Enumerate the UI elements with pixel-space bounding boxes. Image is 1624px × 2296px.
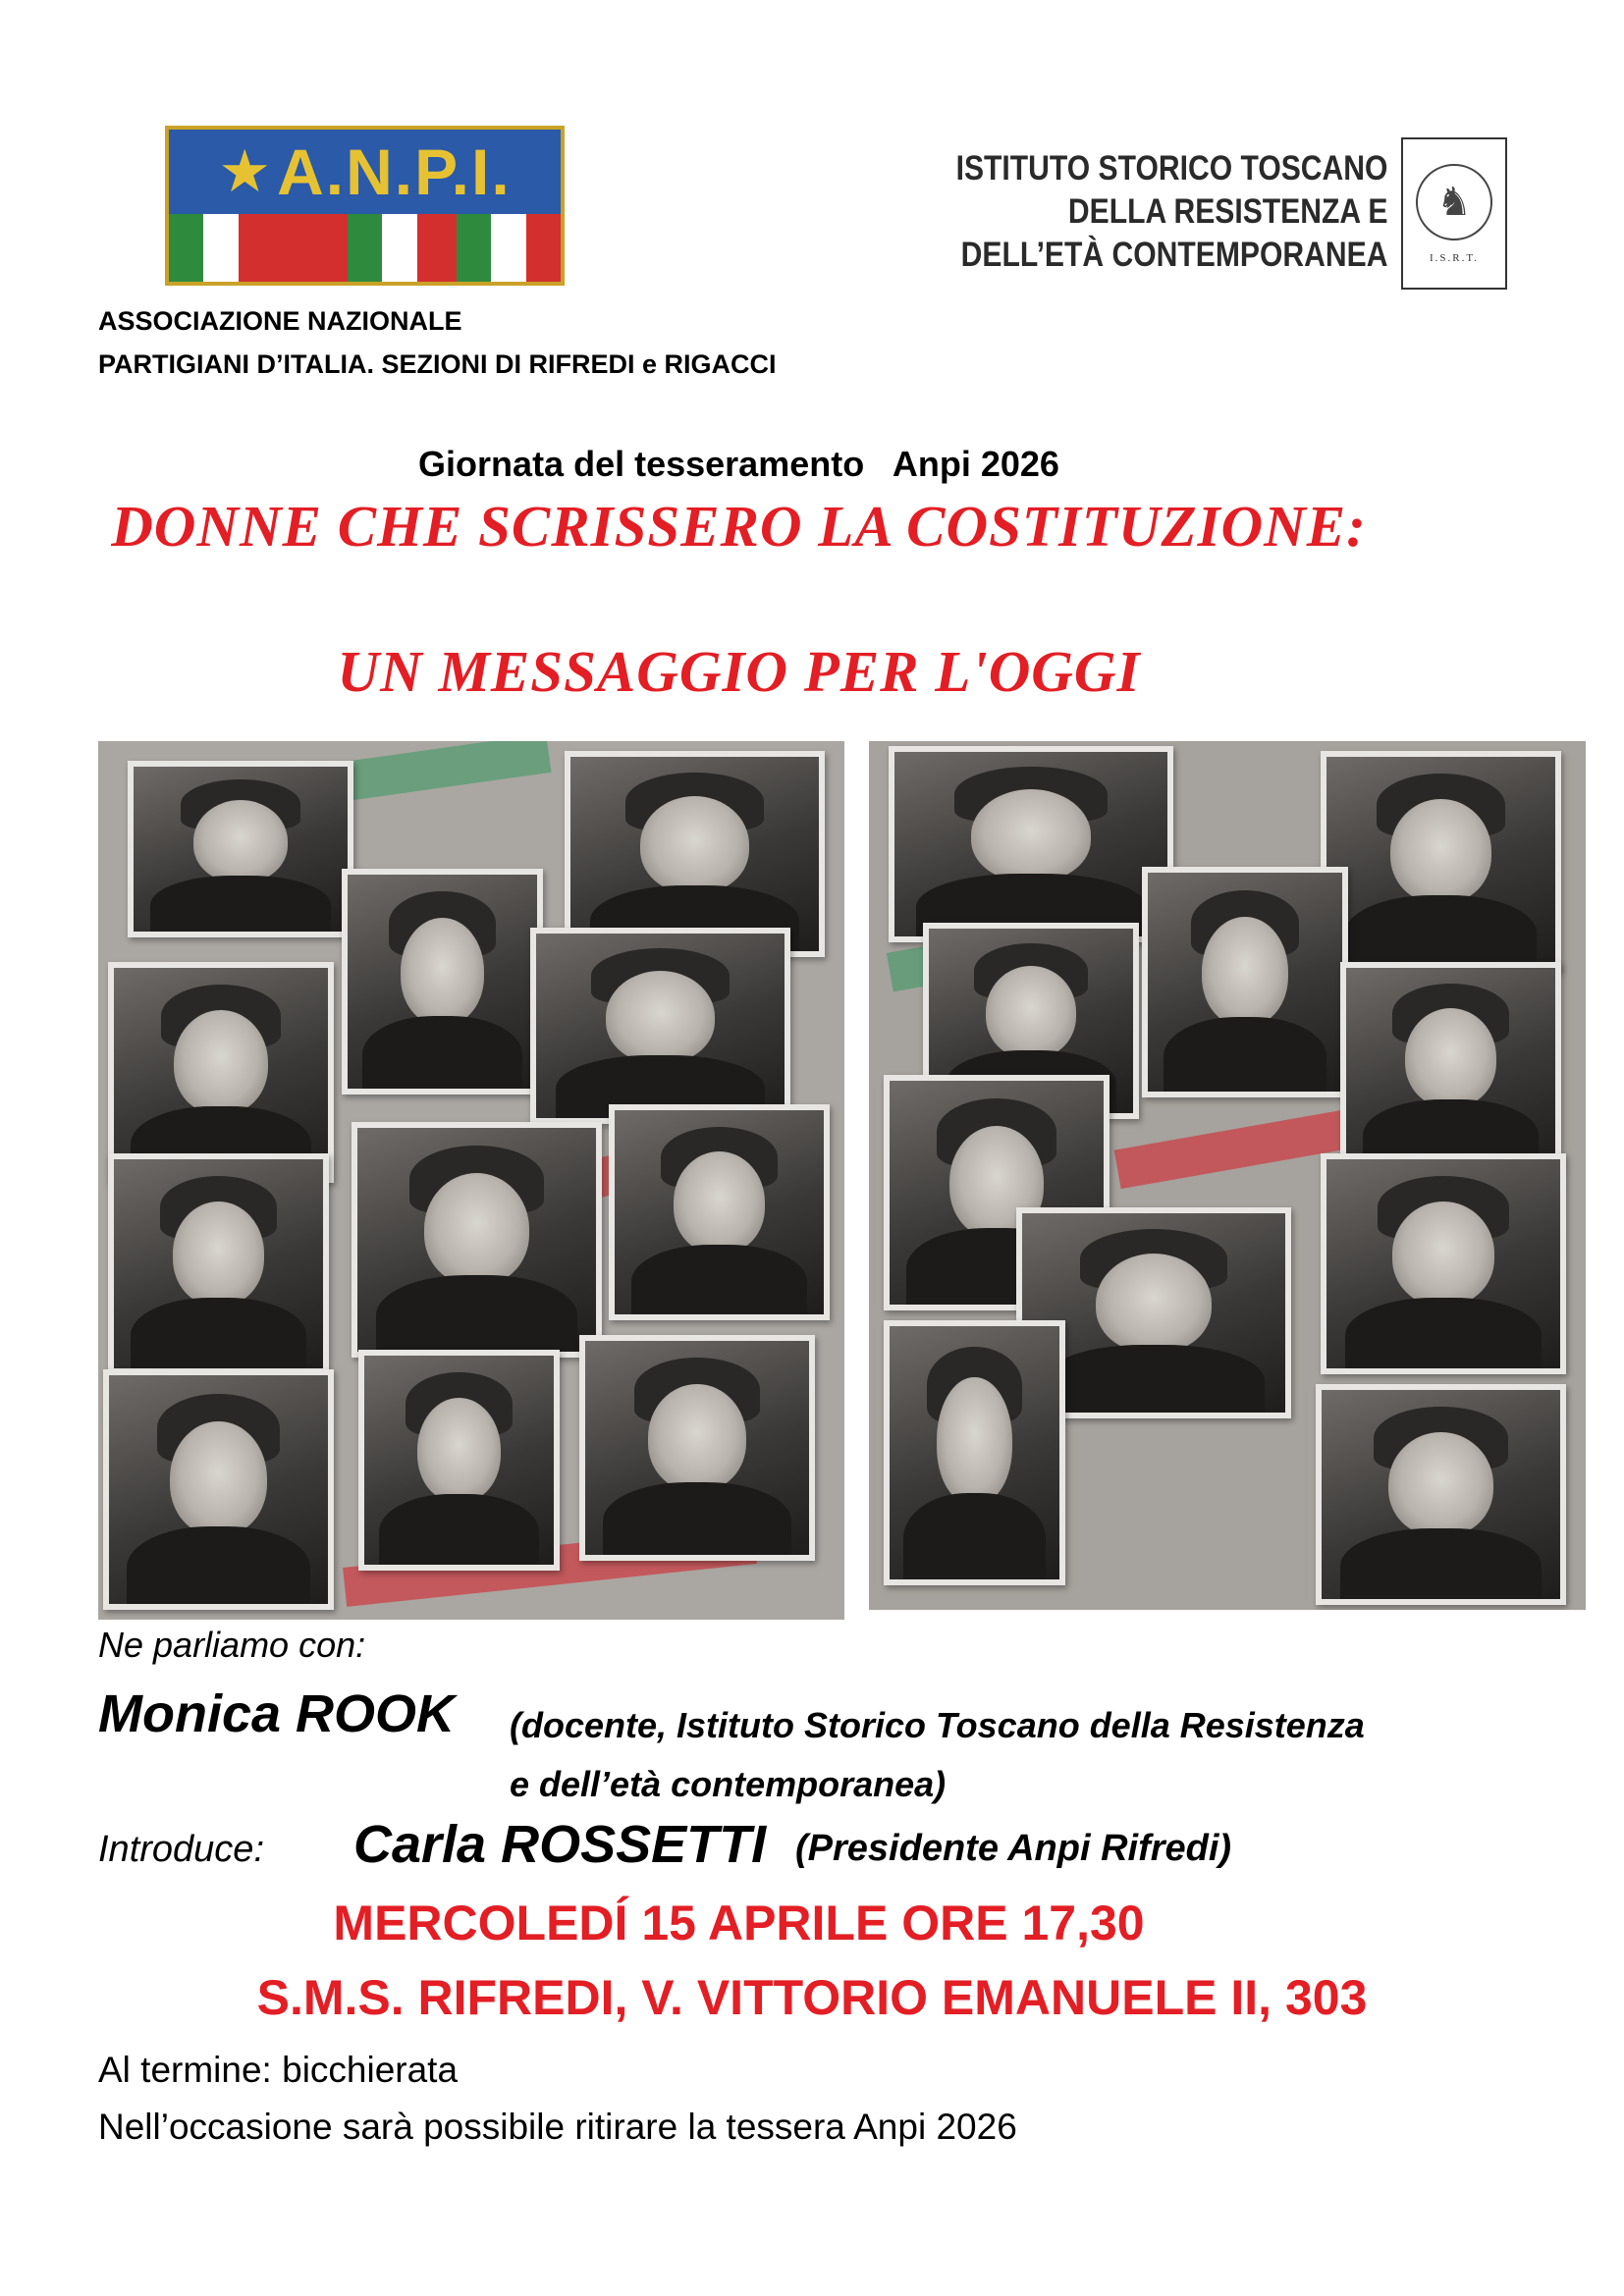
photo-collage-left [98, 741, 844, 1620]
italian-flag-icon [312, 214, 416, 282]
portrait-photo [565, 751, 825, 957]
portrait-photo [108, 1153, 329, 1374]
anpi-logo-text: A.N.P.I. [277, 135, 512, 208]
isrt-line-2: DELLA RESISTENZA E [1067, 192, 1387, 231]
portrait-photo [884, 1320, 1065, 1585]
introducer-role: (Presidente Anpi Rifredi) [795, 1828, 1232, 1869]
speaker-name: Monica ROOK [98, 1684, 456, 1743]
isrt-abbreviation: I.S.R.T. [1429, 251, 1480, 264]
speaker-role-line-1: (docente, Istituto Storico Toscano della Resistenza [510, 1705, 1365, 1745]
photo-collage-right [869, 741, 1586, 1610]
portrait-photo [530, 928, 790, 1124]
portrait-photo [609, 1104, 830, 1320]
event-title-line-1: DONNE CHE SCRISSERO LA COSTITUZIONE: [111, 494, 1367, 559]
portrait-photo [108, 962, 334, 1183]
event-title-line-2: UN MESSAGGIO PER L'OGGI [337, 639, 1141, 704]
isrt-emblem-box [1401, 137, 1507, 290]
isrt-line-1: ISTITUTO STORICO TOSCANO [955, 149, 1387, 187]
portrait-photo [1142, 867, 1348, 1097]
portrait-photo [1340, 962, 1561, 1173]
isrt-logo [955, 137, 1507, 293]
isrt-logo-text [955, 147, 1387, 277]
introducer-label: Introduce: [98, 1829, 264, 1870]
portrait-photo [352, 1122, 602, 1358]
event-location: S.M.S. RIFREDI, V. VITTORIO EMANUELE II, 303 [256, 1970, 1368, 2025]
portrait-photo [1316, 1384, 1566, 1605]
pegasus-icon: ♞ [1416, 164, 1492, 240]
note-line-2: Nell’occasione sarà possibile ritirare la tessera Anpi 2026 [98, 2107, 1017, 2147]
isrt-line-3: DELL’ETÀ CONTEMPORANEA [960, 236, 1387, 274]
speakers-intro: Ne parliamo con: [98, 1625, 366, 1665]
introducer-name: Carla ROSSETTI [353, 1815, 767, 1874]
portrait-photo [889, 746, 1173, 942]
event-subtitle: Giornata del tesseramento Anpi 2026 [418, 444, 1059, 484]
speaker-role [510, 1696, 1365, 1814]
speaker-role-line-2: e dell’età contemporanea) [510, 1764, 947, 1804]
star-icon: ★ [218, 138, 272, 204]
italian-flag-icon [169, 214, 273, 282]
portrait-photo [342, 869, 543, 1095]
portrait-photo [1321, 1153, 1566, 1374]
note-line-1: Al termine: bicchierata [98, 2050, 459, 2090]
portrait-photo [358, 1350, 560, 1571]
event-date: MERCOLEDÍ 15 APRILE ORE 17,30 [333, 1896, 1145, 1950]
anpi-logo-banner [169, 130, 561, 214]
anpi-logo-flags [169, 214, 561, 282]
association-name [98, 299, 777, 386]
portrait-photo [1321, 751, 1561, 972]
anpi-logo [165, 126, 565, 286]
association-line-1: ASSOCIAZIONE NAZIONALE [98, 306, 462, 336]
portrait-photo [579, 1335, 815, 1561]
portrait-photo [103, 1369, 334, 1610]
association-line-2: PARTIGIANI D’ITALIA. SEZIONI DI RIFREDI e RIGACCI [98, 349, 777, 379]
portrait-photo [128, 761, 353, 937]
italian-flag-icon [457, 214, 561, 282]
